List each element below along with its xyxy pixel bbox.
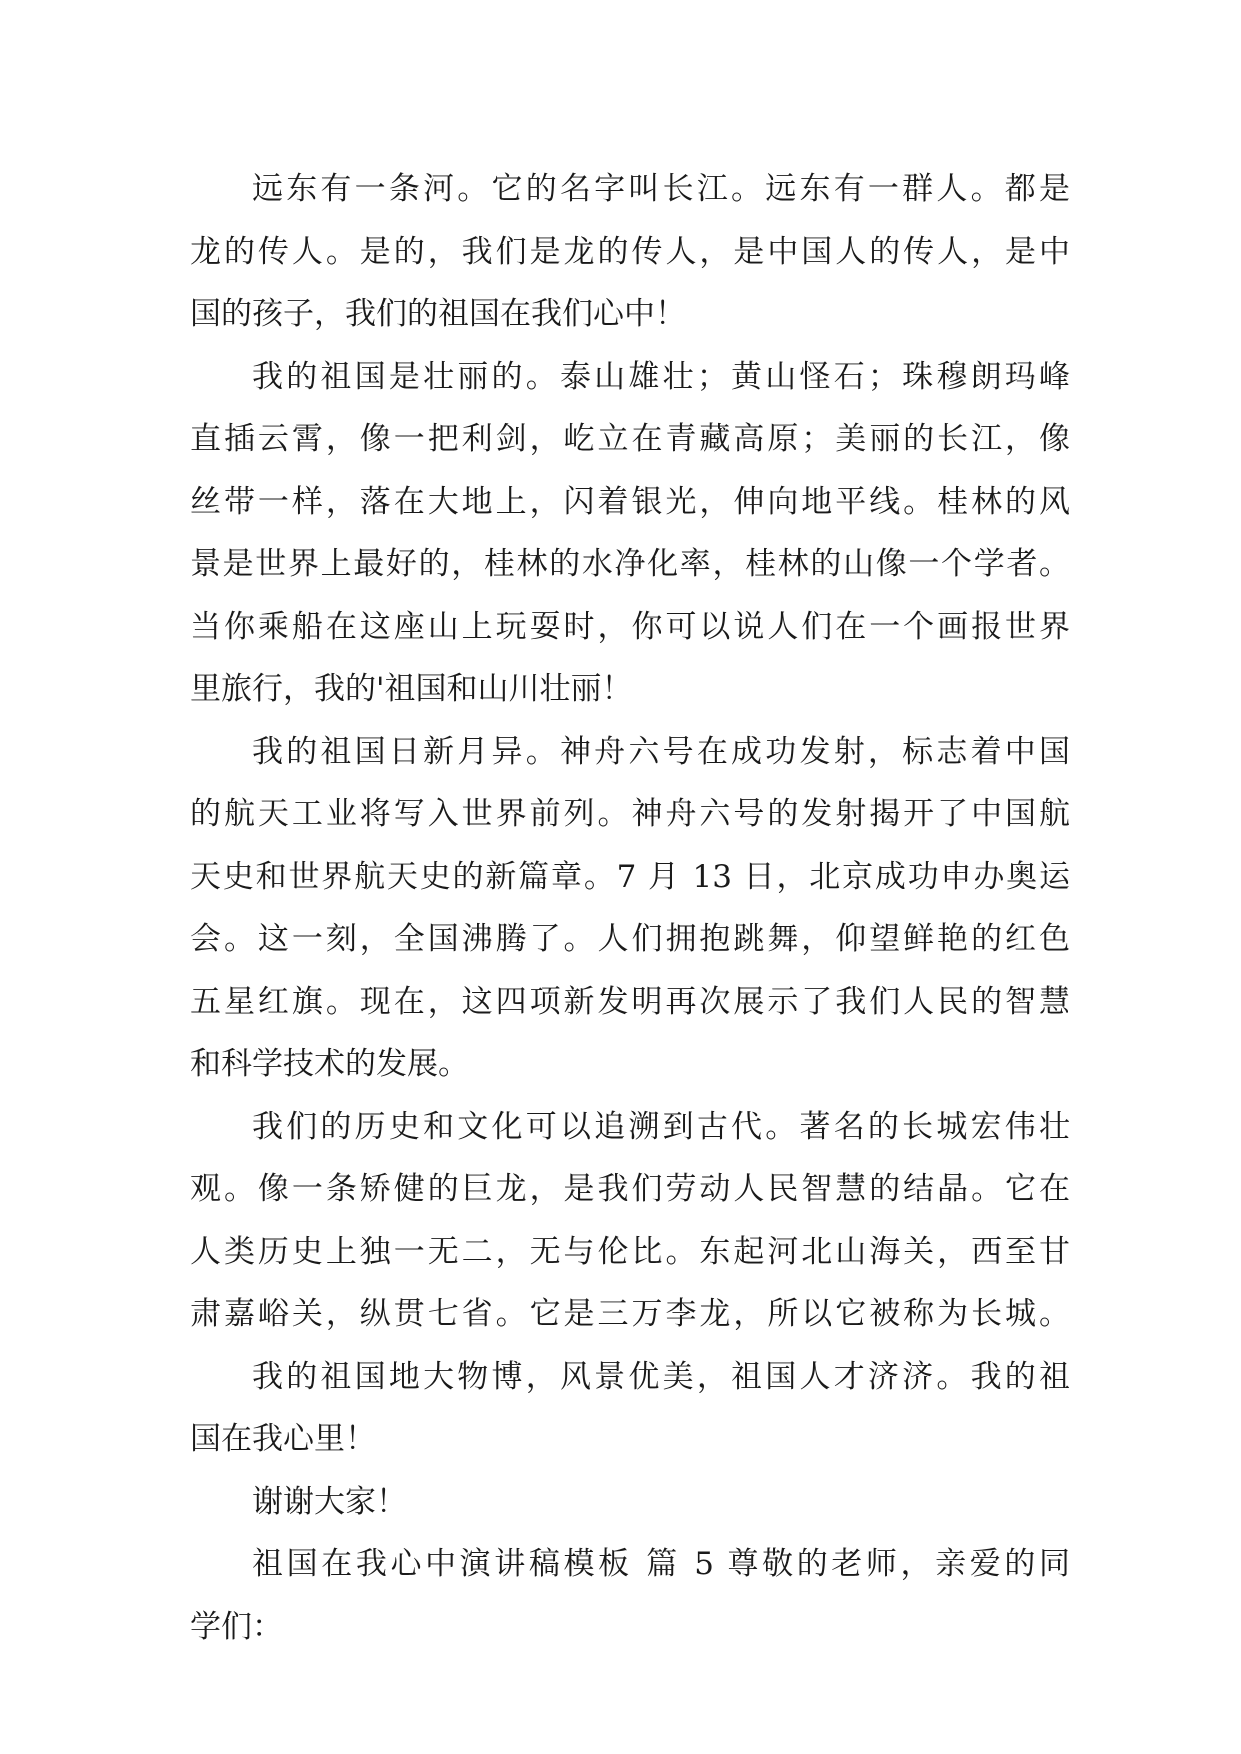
paragraph-line: 的航天工业将写入世界前列。神舟六号的发射揭开了中国航 bbox=[190, 796, 1070, 832]
paragraph-7 bbox=[190, 1533, 1070, 1658]
paragraph-line: 五星红旗。现在，这四项新发明再次展示了我们人民的智慧 bbox=[190, 983, 1070, 1020]
paragraph-line: 我的祖国是壮丽的。泰山雄壮；黄山怪石；珠穆朗玛峰 bbox=[252, 358, 1070, 395]
paragraph-4 bbox=[190, 1096, 1070, 1346]
paragraph-line: 我们的历史和文化可以追溯到古代。著名的长城宏伟壮 bbox=[252, 1108, 1070, 1145]
paragraph-line: 和科学技术的发展。 bbox=[190, 1046, 469, 1082]
paragraph-line: 直插云霄，像一把利剑，屹立在青藏高原；美丽的长江，像 bbox=[190, 421, 1070, 457]
paragraph-line: 学们： bbox=[190, 1608, 283, 1645]
paragraph-3 bbox=[190, 721, 1070, 1096]
paragraph-line: 天史和世界航天史的新篇章。7 月 13 日，北京成功申办奥运 bbox=[190, 858, 1070, 895]
paragraph-line: 肃嘉峪关，纵贯七省。它是三万李龙，所以它被称为长城。 bbox=[190, 1296, 1070, 1332]
paragraph-1 bbox=[190, 158, 1070, 346]
paragraph-line: 龙的传人。是的，我们是龙的传人，是中国人的传人，是中 bbox=[190, 233, 1070, 270]
document-body bbox=[190, 158, 1070, 1658]
paragraph-line: 里旅行，我的'祖国和山川壮丽！ bbox=[190, 671, 633, 707]
paragraph-line: 我的祖国日新月异。神舟六号在成功发射，标志着中国 bbox=[252, 733, 1070, 770]
paragraph-line: 会。这一刻，全国沸腾了。人们拥抱跳舞，仰望鲜艳的红色 bbox=[190, 921, 1070, 957]
paragraph-2 bbox=[190, 346, 1070, 721]
paragraph-line: 祖国在我心中演讲稿模板 篇 5 尊敬的老师，亲爱的同 bbox=[252, 1546, 1070, 1582]
paragraph-line: 国的孩子，我们的祖国在我们心中！ bbox=[190, 296, 686, 332]
paragraph-line: 国在我心里！ bbox=[190, 1421, 376, 1457]
paragraph-line: 人类历史上独一无二，无与伦比。东起河北山海关，西至甘 bbox=[190, 1233, 1070, 1270]
paragraph-line: 丝带一样，落在大地上，闪着银光，伸向地平线。桂林的风 bbox=[190, 483, 1070, 520]
paragraph-line: 观。像一条矫健的巨龙，是我们劳动人民智慧的结晶。它在 bbox=[190, 1171, 1070, 1207]
paragraph-5 bbox=[190, 1346, 1070, 1471]
paragraph-line: 我的祖国地大物博，风景优美，祖国人才济济。我的祖 bbox=[252, 1358, 1070, 1395]
paragraph-line: 景是世界上最好的，桂林的水净化率，桂林的山像一个学者。 bbox=[190, 546, 1070, 582]
paragraph-line: 谢谢大家！ bbox=[252, 1483, 407, 1520]
paragraph-line: 当你乘船在这座山上玩耍时，你可以说人们在一个画报世界 bbox=[190, 608, 1070, 645]
paragraph-line: 远东有一条河。它的名字叫长江。远东有一群人。都是 bbox=[252, 171, 1070, 207]
paragraph-6 bbox=[190, 1471, 1070, 1534]
